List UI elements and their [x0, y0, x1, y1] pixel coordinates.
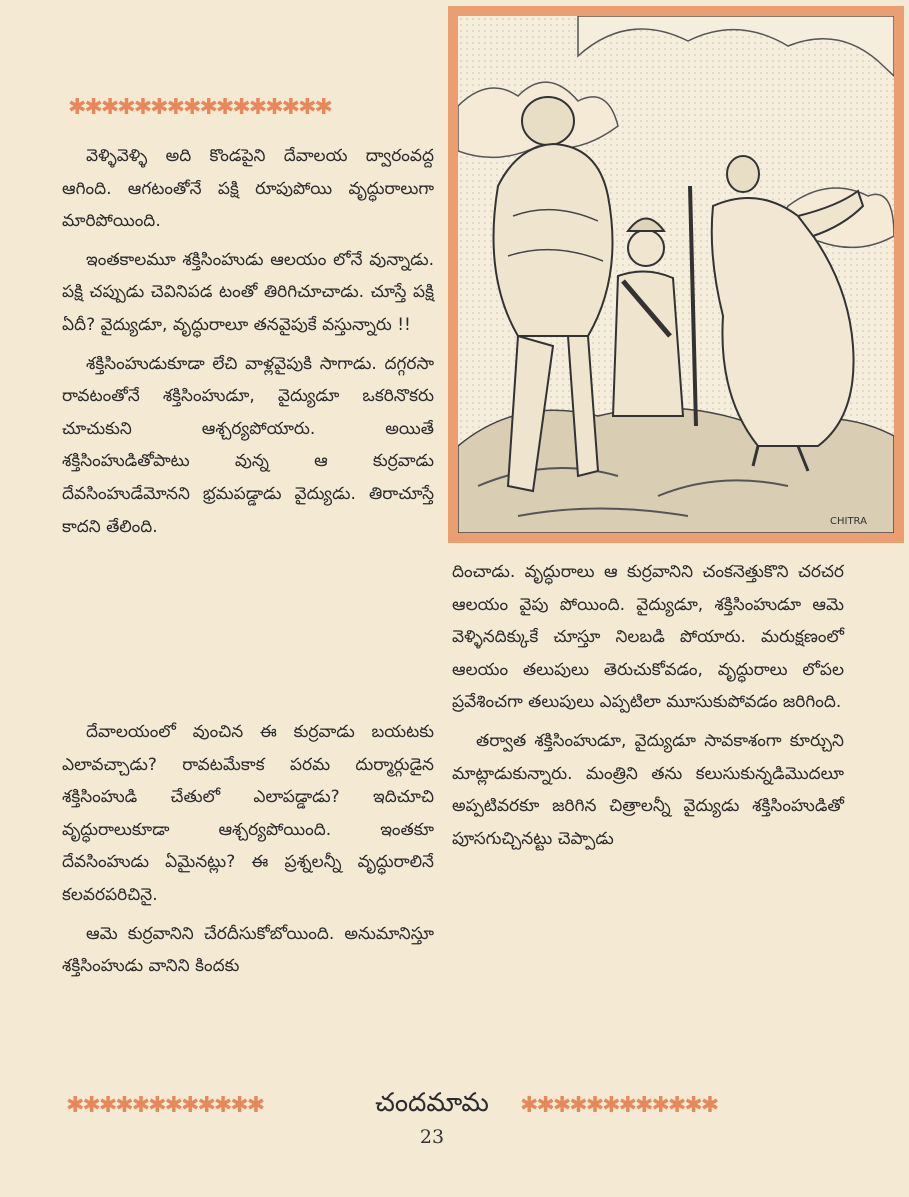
footer-ornament-left: ✱✱✱✱✱✱✱✱✱✱✱✱: [66, 1096, 264, 1116]
old-woman-head: [727, 156, 759, 192]
paragraph: దేవాలయంలో వుంచిన ఈ కుర్రవాడు బయటకు ఎలావచ్చాడు? రావటమేకాక పరమ దుర్మార్గుడైన శక్తిసింహుడి చేతులో ఎలాపడ్డాడు? ఇదిచూచి వృద్ధురాలుకూడా ఆశ్చర్యపోయింది. ఇంతకూ దేవసింహుడు ఏమైనట్లు? ఈ ప్రశ్నలన్నీ వృద్ధురాలినే కలవరపరిచినై.: [62, 722, 434, 905]
boy: [613, 271, 683, 416]
magazine-title: చందమామ: [375, 1088, 489, 1118]
left-text-column: [62, 140, 434, 543]
footer-ornament-right: ✱✱✱✱✱✱✱✱✱✱✱✱: [520, 1096, 718, 1116]
top-ornament-border: ✱✱✱✱✱✱✱✱✱✱✱✱✱✱✱✱: [68, 98, 331, 118]
right-text-column: [452, 556, 844, 855]
paragraph: ఇంతకాలమూ శక్తిసింహుడు ఆలయం లోనే వున్నాడు. పక్షి చప్పుడు చెవినిపడ టంతో తిరిగిచూచాడు. చూస్తే పక్షి ఏదీ? వైద్యుడూ, వృద్ధురాలూ తనవైపుకే వస్తున్నారు !!: [62, 249, 434, 335]
story-illustration: [448, 6, 904, 543]
turban: [522, 97, 574, 145]
illustration-drawing: [458, 16, 894, 533]
paragraph: శక్తిసింహుడుకూడా లేచి వాళ్లవైపుకి సాగాడు. దగ్గరసా రావటంతోనే శక్తిసింహుడూ, వైద్యుడూ ఒకరినొకరు చూచుకుని ఆశ్చర్యపోయారు. అయితే శక్తిసింహుడితోపాటు వున్న ఆ కుర్రవాడు దేవసింహుడేమోనని భ్రమపడ్డాడు వైద్యుడు. తిరాచూస్తే కాదని తేలింది.: [62, 353, 434, 537]
paragraph: వెళ్ళివెళ్ళి అది కొండపైని దేవాలయ ద్వారంవద్ద ఆగింది. ఆగటంతోనే పక్షి రూపుపోయి వృద్ధురాలుగా మారిపోయింది.: [62, 146, 434, 232]
paragraph: దించాడు. వృద్ధురాలు ఆ కుర్రవానిని చంకనెత్తుకొని చరచర ఆలయం వైపు పోయింది. వైద్యుడూ, శక్తిసింహుడూ ఆమె వెళ్ళినదిక్కుకే చూస్తూ నిలబడి పోయారు. మరుక్షణంలో ఆలయం తలుపులు తెరుచుకోవడం, వృద్ధురాలు లోపల ప్రవేశించగా తలుపులు ఎప్పటిలా మూసుకుపోవడం జరిగింది.: [452, 562, 844, 713]
paragraph: తర్వాత శక్తిసింహుడూ, వైద్యుడూ సావకాశంగా కూర్చుని మాట్లాడుకున్నారు. మంత్రిని తను కలుసుకున్నడిమొదలూ అప్పటివరకూ జరిగిన చిత్రాలన్నీ వైద్యుడు శక్తిసింహుడితో పూసగుచ్చినట్టు చెప్పాడు: [452, 730, 844, 849]
boy-face: [628, 230, 664, 266]
artist-signature: CHITRA: [830, 516, 867, 527]
left-lower-text-column: [62, 716, 434, 983]
robed-man: [494, 144, 613, 336]
paragraph: ఆమె కుర్రవానిని చేరదీసుకోబోయింది. అనుమానిస్తూ శక్తిసింహుడు వానిని కిందకు: [62, 923, 434, 977]
page-number: 23: [419, 1126, 445, 1148]
